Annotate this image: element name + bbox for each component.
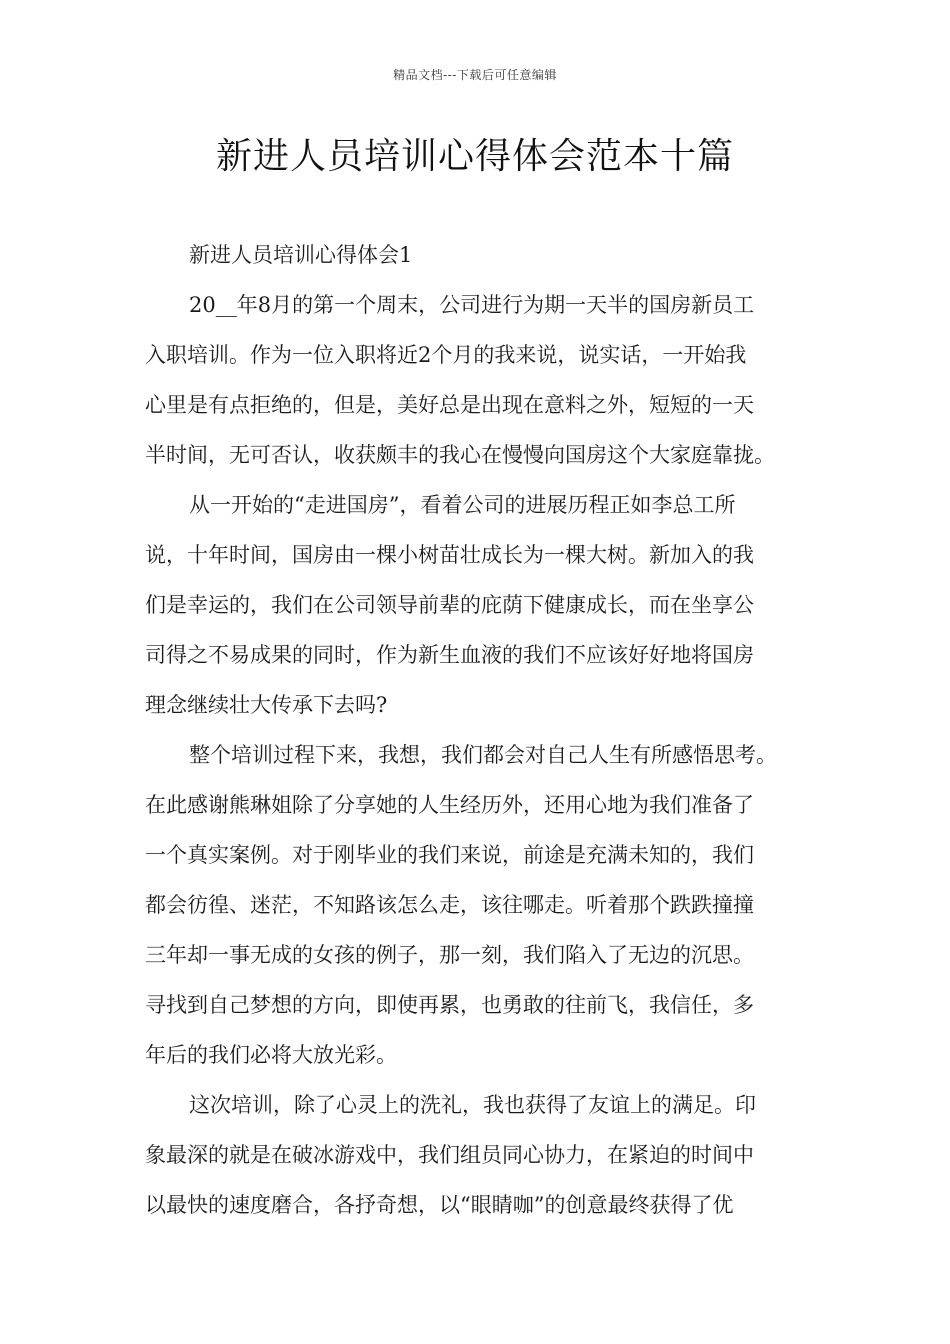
paragraph-line: 整个培训过程下来，我想，我们都会对自己人生有所感悟思考。 [189, 743, 777, 767]
paragraph-line: 司得之不易成果的同时，作为新生血液的我们不应该好好地将国房 [145, 643, 754, 667]
paragraph-line: 心里是有点拒绝的，但是，美好总是出现在意料之外，短短的一天 [145, 393, 754, 417]
paragraph-line: 说，十年时间，国房由一棵小树苗壮成长为一棵大树。新加入的我 [145, 543, 754, 567]
paragraph-line: 20__年8月的第一个周末，公司进行为期一天半的国房新员工 [189, 293, 755, 317]
paragraph-line: 在此感谢熊琳姐除了分享她的人生经历外，还用心地为我们准备了 [145, 793, 754, 817]
paragraph-line: 理念继续壮大传承下去吗? [145, 693, 388, 717]
paragraph-line: 寻找到自己梦想的方向，即使再累，也勇敢的往前飞，我信任，多 [145, 993, 754, 1017]
paragraph-2 [145, 480, 810, 730]
paragraph-line: 一个真实案例。对于刚毕业的我们来说，前途是充满未知的，我们 [145, 843, 754, 867]
paragraph-line: 这次培训，除了心灵上的洗礼，我也获得了友谊上的满足。印 [189, 1093, 756, 1117]
paragraph-line: 年后的我们必将大放光彩。 [145, 1043, 397, 1067]
paragraph-line: 入职培训。作为一位入职将近2个月的我来说，说实话，一开始我 [145, 343, 747, 367]
paragraph-line: 象最深的就是在破冰游戏中，我们组员同心协力，在紧迫的时间中 [145, 1143, 754, 1167]
paragraph-line: 都会彷徨、迷茫，不知路该怎么走，该往哪走。听着那个跌跌撞撞 [145, 893, 754, 917]
paragraph-line: 半时间，无可否认，收获颇丰的我心在慢慢向国房这个大家庭靠拢。 [145, 443, 775, 467]
paragraph-line: 三年却一事无成的女孩的例子，那一刻，我们陷入了无边的沉思。 [145, 943, 754, 967]
paragraph-3 [145, 730, 810, 1080]
paragraph-4 [145, 1080, 810, 1230]
paragraph-1 [145, 280, 810, 480]
document-body [145, 230, 810, 1230]
paragraph-line: 以最快的速度磨合，各抒奇想，以“眼睛咖”的创意最终获得了优 [145, 1193, 734, 1217]
document-title: 新进人员培训心得体会范本十篇 [215, 136, 734, 177]
paragraph-line: 从一开始的“走进国房”，看着公司的进展历程正如李总工所 [189, 493, 736, 517]
header-note: 精品文档---下载后可任意编辑 [393, 68, 557, 82]
section-subheading: 新进人员培训心得体会1 [189, 243, 413, 267]
paragraph-line: 们是幸运的，我们在公司领导前辈的庇荫下健康成长，而在坐享公 [145, 593, 754, 617]
